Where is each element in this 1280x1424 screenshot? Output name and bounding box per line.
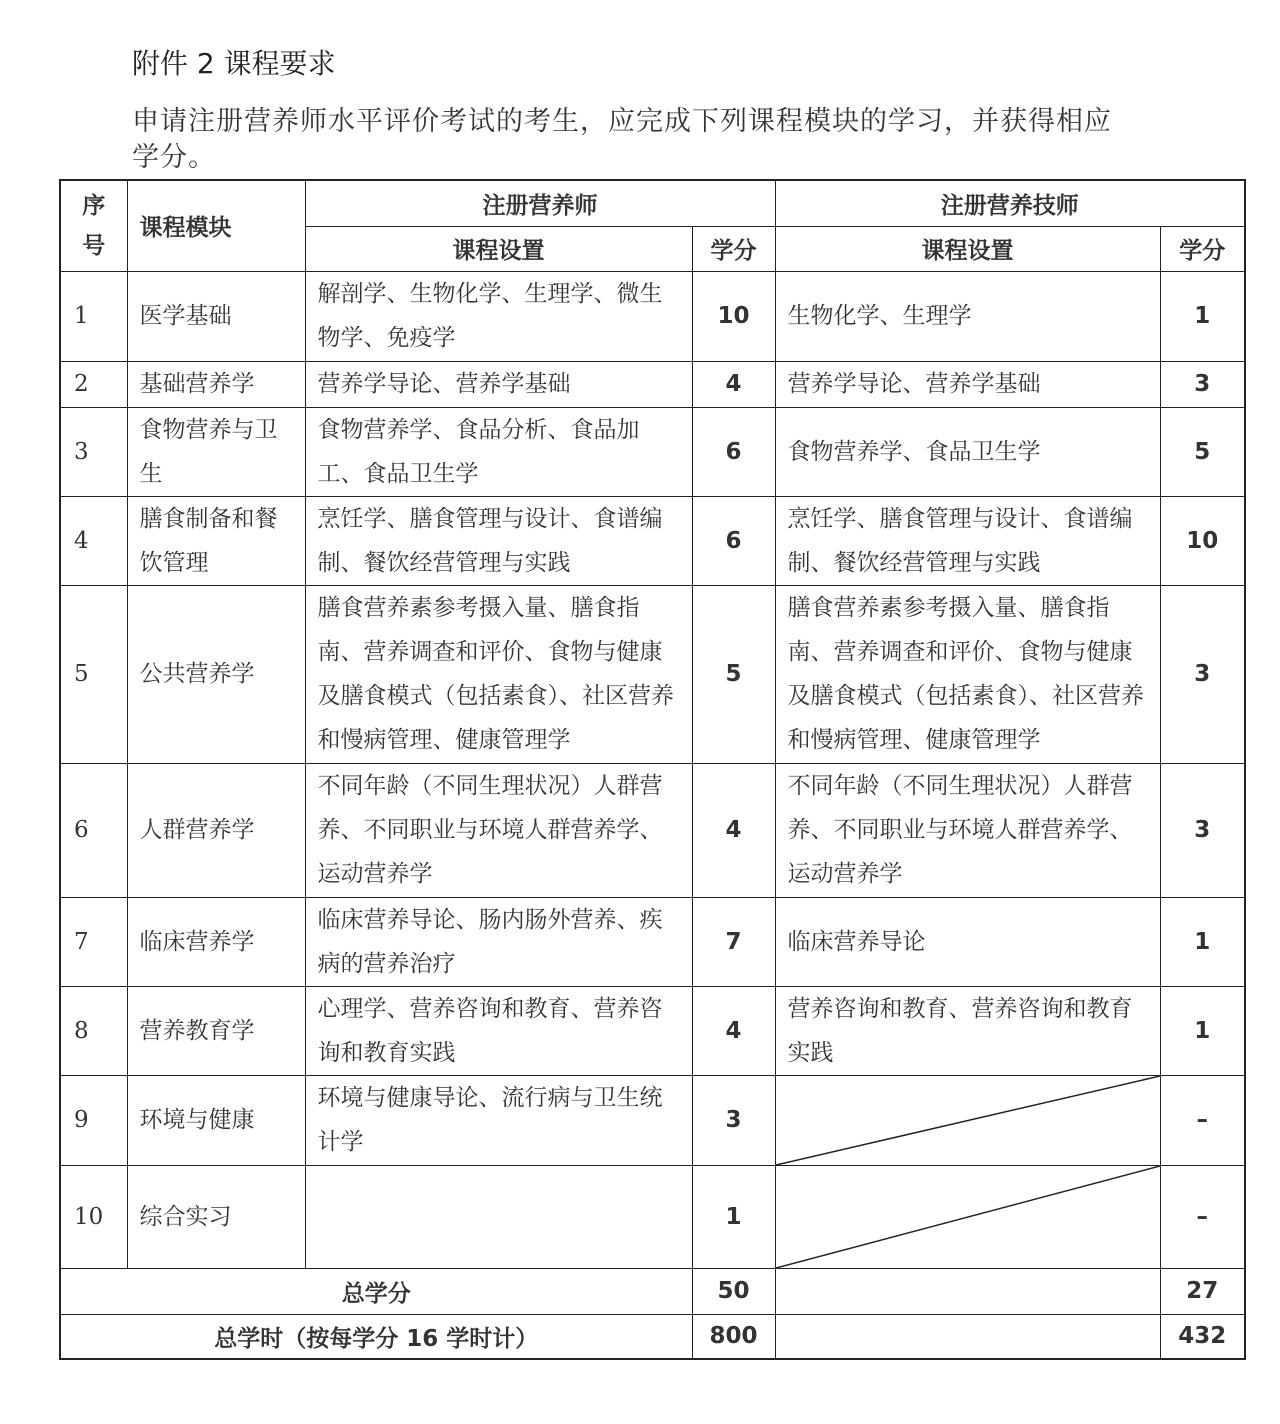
row-module: 人群营养学	[127, 763, 305, 897]
row-seq: 1	[60, 271, 127, 361]
row-seq: 3	[60, 407, 127, 496]
row-rd-course: 烹饪学、膳食管理与设计、食谱编制、餐饮经营管理与实践	[305, 496, 692, 585]
intro-paragraph: 申请注册营养师水平评价考试的考生，应完成下列课程模块的学习，并获得相应学分。	[132, 106, 1112, 173]
row-rd-credit: 4	[692, 763, 775, 897]
row-rt-course: 临床营养导论	[775, 897, 1160, 986]
row-module: 膳食制备和餐饮管理	[127, 496, 305, 585]
row-rt-course: 烹饪学、膳食管理与设计、食谱编制、餐饮经营管理与实践	[775, 496, 1160, 585]
row-module: 基础营养学	[127, 361, 305, 407]
table-row	[60, 585, 1245, 763]
page-title: 附件 2 课程要求	[132, 47, 336, 80]
row-rt-credit: –	[1160, 1075, 1245, 1165]
row-rt-course: 营养咨询和教育、营养咨询和教育实践	[775, 986, 1160, 1075]
row-rd-credit: 7	[692, 897, 775, 986]
row-rd-course: 营养学导论、营养学基础	[305, 361, 692, 407]
row-module: 环境与健康	[127, 1075, 305, 1165]
row-rd-credit: 1	[692, 1165, 775, 1268]
table-row	[60, 407, 1245, 496]
row-rd-course: 解剖学、生物化学、生理学、微生物学、免疫学	[305, 271, 692, 361]
total-hours-row	[60, 1314, 1245, 1359]
row-seq: 7	[60, 897, 127, 986]
total-rt-hours-blank	[775, 1314, 1160, 1359]
total-credit-label: 总学分	[60, 1268, 692, 1314]
table-row	[60, 986, 1245, 1075]
row-rd-course: 膳食营养素参考摄入量、膳食指南、营养调查和评价、食物与健康及膳食模式（包括素食）、社区营养和慢病管理、健康管理学	[305, 585, 692, 763]
table-row	[60, 496, 1245, 585]
total-rd-credit: 50	[692, 1268, 775, 1314]
row-rd-credit: 6	[692, 496, 775, 585]
row-rt-credit: 5	[1160, 407, 1245, 496]
row-rt-course: 膳食营养素参考摄入量、膳食指南、营养调查和评价、食物与健康及膳食模式（包括素食）、社区营养和慢病管理、健康管理学	[775, 585, 1160, 763]
row-module: 公共营养学	[127, 585, 305, 763]
row-module: 营养教育学	[127, 986, 305, 1075]
row-rd-credit: 4	[692, 361, 775, 407]
row-rd-credit: 5	[692, 585, 775, 763]
row-rd-course: 食物营养学、食品分析、食品加工、食品卫生学	[305, 407, 692, 496]
row-rt-course: 食物营养学、食品卫生学	[775, 407, 1160, 496]
row-rt-credit: 1	[1160, 986, 1245, 1075]
header-rd-course: 课程设置	[305, 226, 692, 271]
header-module: 课程模块	[127, 180, 305, 271]
table-row	[60, 1075, 1245, 1165]
total-credit-row	[60, 1268, 1245, 1314]
row-rt-credit: 3	[1160, 585, 1245, 763]
row-module: 综合实习	[127, 1165, 305, 1268]
total-rt-course-blank	[775, 1268, 1160, 1314]
row-seq: 9	[60, 1075, 127, 1165]
row-seq: 6	[60, 763, 127, 897]
row-rt-credit: 1	[1160, 897, 1245, 986]
total-rt-hours: 432	[1160, 1314, 1245, 1359]
row-module: 医学基础	[127, 271, 305, 361]
table-row	[60, 361, 1245, 407]
diagonal-strike	[776, 1166, 1160, 1268]
row-seq: 8	[60, 986, 127, 1075]
row-rd-course: 环境与健康导论、流行病与卫生统计学	[305, 1075, 692, 1165]
table-row	[60, 897, 1245, 986]
row-seq: 4	[60, 496, 127, 585]
header-rt-group: 注册营养技师	[775, 180, 1245, 226]
row-rt-course-empty	[775, 1165, 1160, 1268]
total-rt-credit: 27	[1160, 1268, 1245, 1314]
total-rd-hours: 800	[692, 1314, 775, 1359]
header-rd-credit: 学分	[692, 226, 775, 271]
row-rt-course: 营养学导论、营养学基础	[775, 361, 1160, 407]
header-rt-course: 课程设置	[775, 226, 1160, 271]
row-rd-course: 不同年龄（不同生理状况）人群营养、不同职业与环境人群营养学、运动营养学	[305, 763, 692, 897]
diagonal-strike	[776, 1076, 1160, 1165]
header-rt-credit: 学分	[1160, 226, 1245, 271]
row-rt-credit: 3	[1160, 763, 1245, 897]
row-rt-course-empty	[775, 1075, 1160, 1165]
header-rd-group: 注册营养师	[305, 180, 775, 226]
header-seq: 序号	[60, 180, 127, 271]
row-rd-course	[305, 1165, 692, 1268]
row-seq: 2	[60, 361, 127, 407]
row-rt-course: 生物化学、生理学	[775, 271, 1160, 361]
row-rt-credit: 3	[1160, 361, 1245, 407]
row-rd-credit: 6	[692, 407, 775, 496]
row-rt-credit: –	[1160, 1165, 1245, 1268]
row-module: 食物营养与卫生	[127, 407, 305, 496]
row-seq: 10	[60, 1165, 127, 1268]
row-module: 临床营养学	[127, 897, 305, 986]
row-rt-credit: 1	[1160, 271, 1245, 361]
row-rd-credit: 4	[692, 986, 775, 1075]
row-rd-course: 心理学、营养咨询和教育、营养咨询和教育实践	[305, 986, 692, 1075]
row-rd-credit: 10	[692, 271, 775, 361]
header-row-1	[60, 180, 1245, 226]
row-rt-credit: 10	[1160, 496, 1245, 585]
row-rd-credit: 3	[692, 1075, 775, 1165]
course-requirements-table	[59, 179, 1246, 1360]
table-row	[60, 763, 1245, 897]
row-rt-course: 不同年龄（不同生理状况）人群营养、不同职业与环境人群营养学、运动营养学	[775, 763, 1160, 897]
row-rd-course: 临床营养导论、肠内肠外营养、疾病的营养治疗	[305, 897, 692, 986]
row-seq: 5	[60, 585, 127, 763]
table-row	[60, 271, 1245, 361]
total-hours-label: 总学时（按每学分 16 学时计）	[60, 1314, 692, 1359]
table-row	[60, 1165, 1245, 1268]
